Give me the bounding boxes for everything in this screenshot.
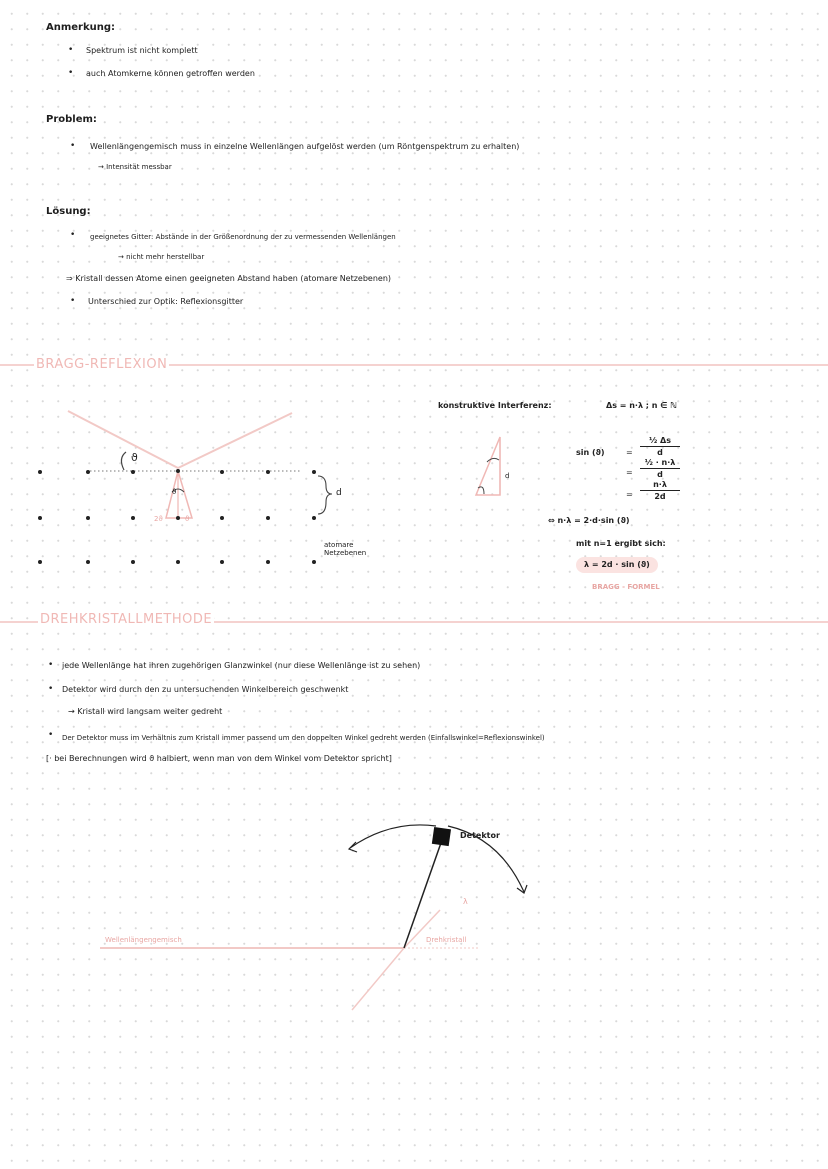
equals-3: =: [626, 490, 633, 499]
bragg-formula: λ = 2d · sin (ϑ): [576, 557, 658, 573]
interference-condition: Δs = n·λ ; n ∈ ℕ: [606, 401, 677, 410]
equals-2: =: [626, 468, 633, 477]
bullet: •: [70, 230, 76, 240]
loesung-item-1-sub: → nicht mehr herstellbar: [118, 253, 205, 261]
d-label-right: d: [505, 472, 510, 480]
theta-label: ϑ: [131, 451, 138, 464]
fraction-2-num: ½ · n·λ: [644, 458, 676, 467]
anmerkung-title: Anmerkung:: [46, 22, 116, 33]
fraction-3-den: 2d: [654, 492, 666, 501]
equals-1: =: [626, 448, 633, 457]
anmerkung-item-1: Spektrum ist nicht komplett: [86, 46, 198, 55]
problem-sub: → Intensität messbar: [98, 163, 172, 171]
detektor-label: Detektor: [460, 831, 500, 840]
anmerkung-item-2: auch Atomkerne können getroffen werden: [86, 69, 255, 78]
wellenlaengengemisch-label: Wellenlängengemisch: [105, 936, 182, 944]
loesung-title: Lösung:: [46, 206, 91, 217]
fraction-1-den: d: [657, 448, 663, 457]
dreh-item-2-sub: → Kristall wird langsam weiter gedreht: [68, 707, 223, 716]
bullet: •: [70, 141, 76, 151]
fraction-1-num: ½ Δs: [648, 436, 672, 445]
dreh-item-4: [· bei Berechnungen wird ϑ halbiert, wenn man von dem Winkel vom Detektor spricht]: [46, 754, 392, 763]
bullet: •: [68, 45, 74, 55]
dreh-item-2: Detektor wird durch den zu untersuchenden Winkelbereich geschwenkt: [62, 685, 349, 694]
netzebenen-label-1: atomare: [324, 541, 354, 549]
fraction-2-den: d: [657, 470, 663, 479]
problem-title: Problem:: [46, 114, 97, 125]
dreh-item-3: Der Detektor muss im Verhältnis zum Kristall immer passend um den doppelten Winkel gedreht werden (Einfallswinkel=Reflexionswinkel): [62, 734, 545, 742]
dreh-item-1: jede Wellenlänge hat ihren zugehörigen Glanzwinkel (nur diese Wellenlänge ist zu sehen): [62, 661, 421, 670]
theta-label-2: 2ϑ: [154, 515, 163, 523]
lambda-label: λ: [463, 897, 468, 906]
problem-text: Wellenlängengemisch muss in einzelne Wellenlängen aufgelöst werden (um Röntgenspektrum zu erhalten): [90, 142, 520, 151]
fraction-3-num: n·λ: [653, 480, 667, 489]
bragg-formula-name: BRAGG - FORMEL: [592, 583, 660, 591]
bullet: •: [48, 730, 54, 740]
loesung-item-2: ⇒ Kristall dessen Atome einen geeigneten Abstand haben (atomare Netzebenen): [66, 274, 392, 283]
d-label: d: [336, 488, 342, 498]
bragg-section-title: BRAGG-REFLEXION: [36, 357, 168, 372]
konstruktive-label: konstruktive Interferenz:: [438, 401, 552, 410]
bullet: •: [68, 68, 74, 78]
loesung-item-3: Unterschied zur Optik: Reflexionsgitter: [88, 297, 244, 306]
netzebenen-label-2: Netzebenen: [324, 549, 367, 557]
sin-lhs: sin (ϑ): [576, 448, 605, 457]
drehkristall-label: Drehkristall: [426, 936, 467, 944]
bullet: •: [70, 296, 76, 306]
dreh-section-title: DREHKRISTALLMETHODE: [40, 612, 213, 627]
mit-label: mit n=1 ergibt sich:: [576, 539, 666, 548]
equivalence: ⇔ n·λ = 2·d·sin (ϑ): [548, 516, 630, 525]
loesung-item-1: geeignetes Gitter: Abstände in der Größenordnung der zu vermessenden Wellenlängen: [90, 233, 396, 241]
theta-label-3: ϑ: [185, 515, 190, 523]
bullet: •: [48, 660, 54, 670]
bullet: •: [48, 684, 54, 694]
theta-small-label: ϑ: [172, 488, 177, 496]
